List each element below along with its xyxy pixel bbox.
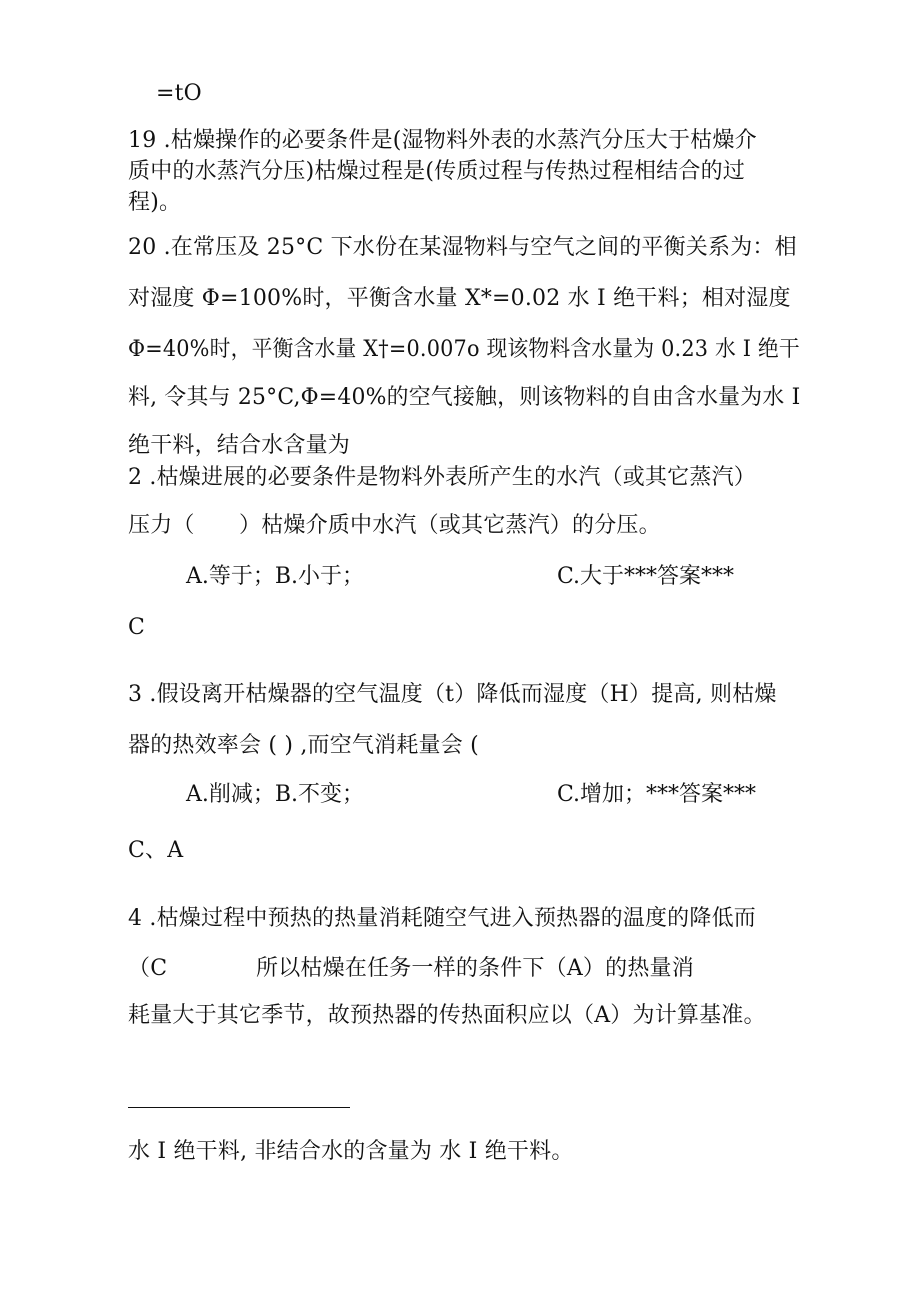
q19-line-2: 质中的水蒸汽分压)枯燥过程是(传质过程与传热过程相结合的过 <box>128 159 745 184</box>
q2-answer: C <box>128 615 146 640</box>
q2-options-left: A.等于；B.小于； <box>186 564 365 589</box>
q2-line-2: 压力（ ）枯燥介质中水汽（或其它蒸汽）的分压。 <box>128 513 661 538</box>
q19-line-3: 程)。 <box>128 190 182 215</box>
q2-options-right: C.大于***答案*** <box>557 564 735 589</box>
q3-answer: C、A <box>128 838 184 863</box>
text-line: =tO <box>156 81 202 106</box>
q2-line-1: 2 .枯燥进展的必要条件是物料外表所产生的水汽（或其它蒸汽） <box>128 465 756 490</box>
q19-line-1: 19 .枯燥操作的必要条件是(湿物料外表的水蒸汽分压大于枯燥介 <box>128 128 757 153</box>
q3-line-2: 器的热效率会 ( ) ,而空气消耗量会 ( <box>128 733 479 758</box>
q3-options-right: C.增加；***答案*** <box>557 782 757 807</box>
q4-line-2: （C 所以枯燥在任务一样的条件下（A）的热量消 <box>128 956 694 981</box>
q4-line-1: 4 .枯燥过程中预热的热量消耗随空气进入预热器的温度的降低而 <box>128 906 756 931</box>
q20-line-1: 20 .在常压及 25°C 下水份在某湿物料与空气之间的平衡关系为：相 <box>128 235 797 260</box>
q3-options-left: A.削减；B.不变； <box>186 782 365 807</box>
footnote-text: 水 I 绝干料, 非结合水的含量为 水 I 绝干料。 <box>128 1139 574 1164</box>
q20-line-5: 绝干料，结合水含量为 <box>128 433 351 458</box>
q20-line-2: 对湿度 Φ=100%时，平衡含水量 X*=0.02 水 I 绝干料；相对湿度 <box>128 286 791 311</box>
q4-line-3: 耗量大于其它季节，故预热器的传热面积应以（A）为计算基准。 <box>128 1003 766 1028</box>
footnote-separator <box>128 1107 350 1108</box>
q3-line-1: 3 .假设离开枯燥器的空气温度（t）降低而湿度（H）提高, 则枯燥 <box>128 682 777 707</box>
q20-line-3: Φ=40%时，平衡含水量 X†=0.007o 现该物料含水量为 0.23 水 I 绝干 <box>128 337 800 362</box>
q20-line-4: 料, 令其与 25°C,Φ=40%的空气接触，则该物料的自由含水量为水 I <box>128 385 801 410</box>
